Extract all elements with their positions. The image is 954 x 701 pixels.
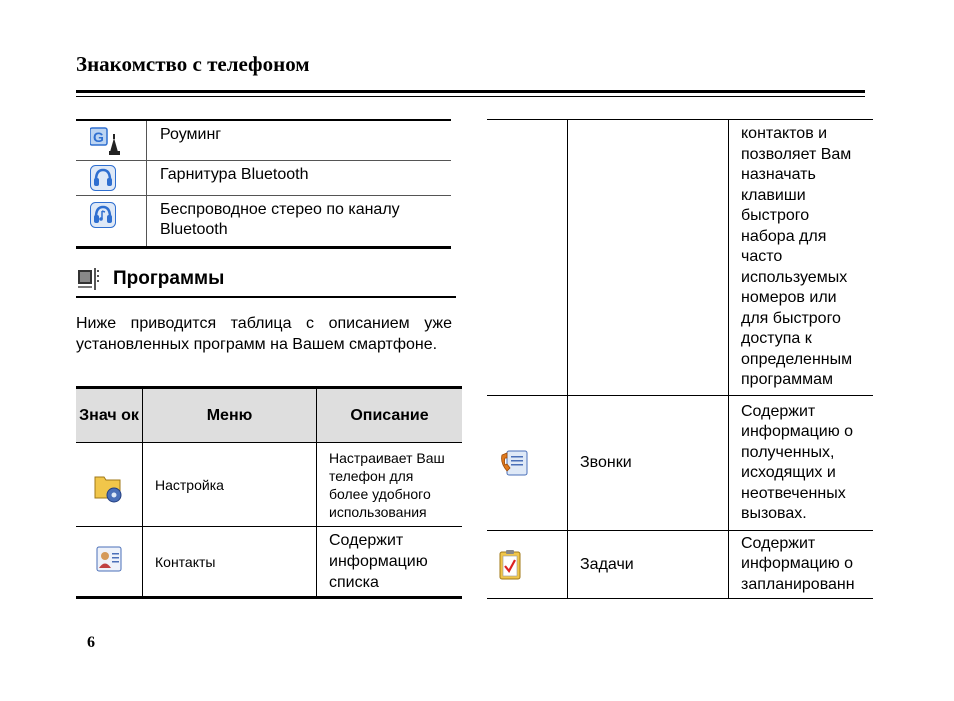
menu-description: контактов и позволяет Вам назначать клавиши быстрого набора для часто используемых номеров или для быстрого доступа к определенным программам: [729, 120, 874, 396]
status-label: Роуминг: [160, 126, 222, 143]
menu-description: Содержит информацию о запланированн: [729, 531, 874, 599]
table-row: [76, 120, 451, 161]
roaming-icon: [76, 126, 146, 160]
bluetooth-headset-icon: [76, 165, 146, 191]
column-header-menu: Меню: [143, 388, 317, 443]
menu-description: Содержит информацию о полученных, исходящих и неотвеченных вызовах.: [729, 396, 874, 531]
section-rule: [76, 296, 456, 298]
menu-description: Содержит информацию списка: [317, 527, 463, 598]
table-row: [76, 196, 451, 248]
status-label: Гарнитура Bluetooth: [160, 166, 309, 183]
menu-name: Настройка: [143, 443, 317, 527]
header-rule: [76, 90, 865, 93]
table-row: [487, 120, 873, 396]
table-row: [487, 531, 873, 599]
page-number: 6: [87, 634, 95, 651]
table-row: [487, 396, 873, 531]
tasks-icon: [499, 549, 567, 581]
header-rule-thin: [76, 96, 865, 97]
settings-folder-icon: [94, 490, 124, 507]
programs-table-continued: [487, 119, 873, 599]
section-title: Программы: [113, 268, 225, 289]
bluetooth-stereo-icon: [76, 202, 146, 228]
menu-name: Звонки: [568, 396, 729, 531]
svg-text:G: G: [93, 129, 104, 145]
table-header-row: [76, 388, 462, 443]
table-row: [76, 527, 462, 598]
programs-icon: [78, 268, 102, 290]
status-icons-table: [76, 119, 451, 249]
table-row: [76, 161, 451, 196]
contacts-icon: [96, 559, 122, 576]
calls-icon: [499, 447, 567, 479]
programs-table: [76, 386, 462, 599]
page-title: Знакомство с телефоном: [76, 52, 310, 76]
column-header-description: Описание: [317, 388, 463, 443]
menu-description: Настраивает Ваш телефон для более удобного использования: [317, 443, 463, 527]
column-header-icon: Знач ок: [79, 406, 139, 424]
intro-paragraph: Ниже приводится таблица с описанием уже установленных программ на Вашем смартфоне.: [76, 315, 452, 353]
menu-name: [568, 120, 729, 396]
menu-name: Контакты: [143, 527, 317, 598]
menu-name: Задачи: [568, 531, 729, 599]
status-label: Беспроводное стерео по каналу Bluetooth: [160, 201, 400, 238]
table-row: [76, 443, 462, 527]
